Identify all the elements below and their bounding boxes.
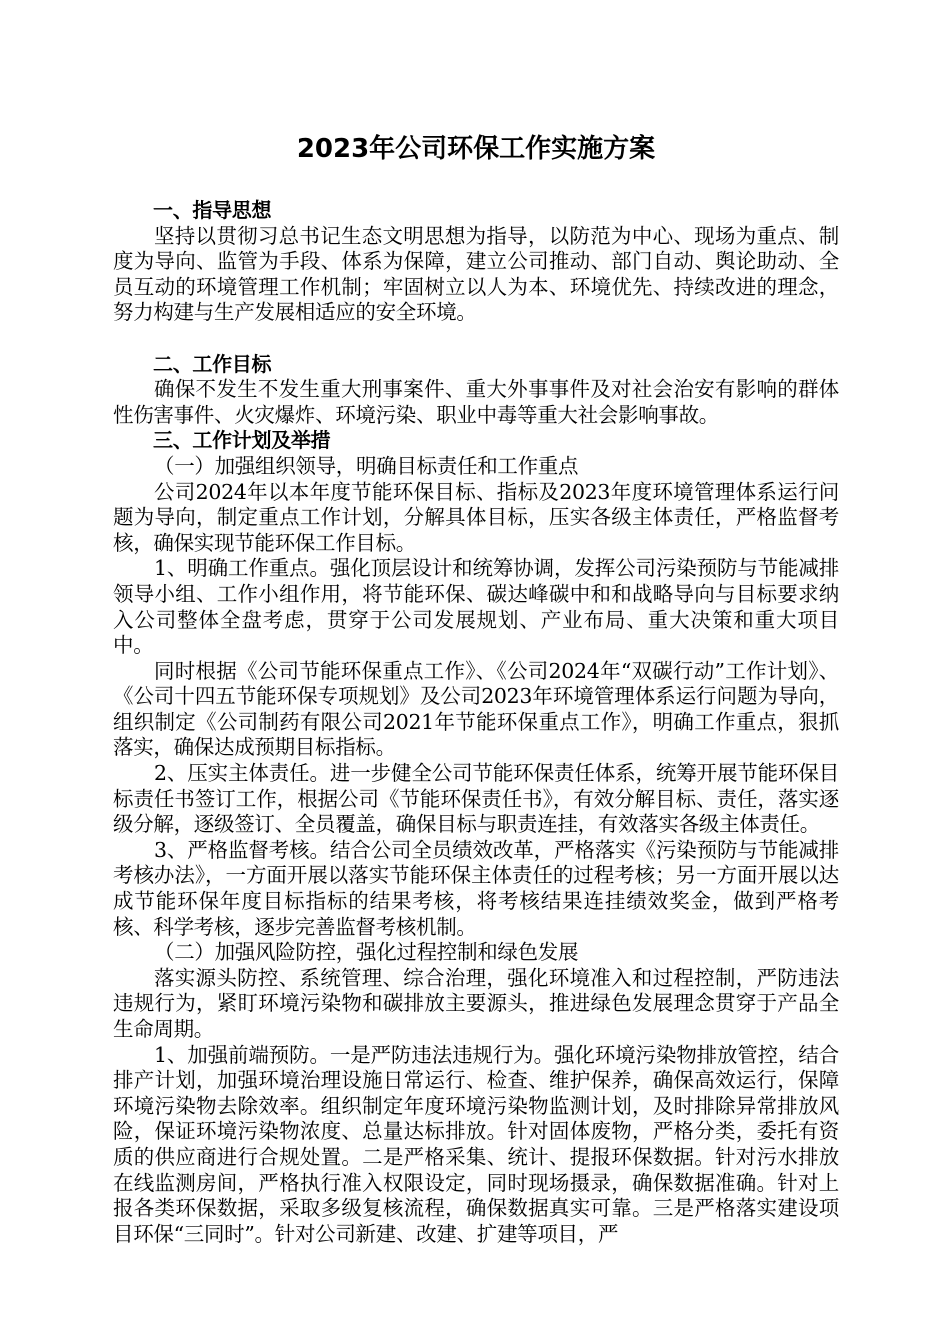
section-heading-work-goals: 二、工作目标: [153, 351, 272, 376]
paragraph: 1、明确工作重点。强化顶层设计和统筹协调，发挥公司污染预防与节能减排领导小组、工作小组作用，将节能环保、碳达峰碳中和和战略导向与目标要求纳入公司整体全盘考虑，贯穿于公司发展规划、产业布局、重大决策和重大项目中。: [113, 556, 839, 658]
paragraph: 3、严格监督考核。结合公司全员绩效改革，严格落实《污染预防与节能减排考核办法》，一方面开展以落实节能环保主体责任的过程考核；另一方面开展以达成节能环保年度目标指标的结果考核，将考核结果连挂绩效奖金，做到严格考核、科学考核，逐步完善监督考核机制。: [113, 837, 839, 939]
paragraph: 确保不发生不发生重大刑事案件、重大外事事件及对社会治安有影响的群体性伤害事件、火灾爆炸、环境污染、职业中毒等重大社会影响事故。: [113, 377, 839, 427]
paragraph: 同时根据《公司节能环保重点工作》、《公司2024年“双碳行动”工作计划》、《公司十四五节能环保专项规划》及公司2023年环境管理体系运行问题为导向，组织制定《公司制药有限公司2021年节能环保重点工作》，明确工作重点，狠抓落实，确保达成预期目标指标。: [113, 658, 839, 760]
subsection-heading-risk-control: （二）加强风险防控，强化过程控制和绿色发展: [154, 940, 579, 965]
paragraph: 坚持以贯彻习总书记生态文明思想为指导，以防范为中心、现场为重点、制度为导向、监管为手段、体系为保障，建立公司推动、部门自动、舆论助动、全员互动的环境管理工作机制；牢固树立以人为本、环境优先、持续改进的理念，努力构建与生产发展相适应的安全环境。: [113, 223, 839, 325]
document-body: [113, 198, 839, 1247]
paragraph: 1、加强前端预防。一是严防违法违规行为。强化环境污染物排放管控，结合排产计划，加强环境治理设施日常运行、检查、维护保养，确保高效运行，保障环境污染物去除效率。组织制定年度环境污染物监测计划，及时排除异常排放风险，保证环境污染物浓度、总量达标排放。针对固体废物，严格分类，委托有资质的供应商进行合规处置。二是严格采集、统计、提报环保数据。针对污水排放在线监测房间，严格执行准入权限设定，同时现场摄录，确保数据准确。针对上报各类环保数据，采取多级复核流程，确保数据真实可靠。三是严格落实建设项目环保“三同时”。针对公司新建、改建、扩建等项目，严: [113, 1042, 839, 1246]
subsection-heading-organization: （一）加强组织领导，明确目标责任和工作重点: [154, 453, 579, 478]
paragraph: 公司2024年以本年度节能环保目标、指标及2023年度环境管理体系运行问题为导向，制定重点工作计划，分解具体目标，压实各级主体责任，严格监督考核，确保实现节能环保工作目标。: [113, 479, 839, 555]
paragraph: 落实源头防控、系统管理、综合治理，强化环境准入和过程控制，严防违法违规行为，紧盯环境污染物和碳排放主要源头，推进绿色发展理念贯穿于产品全生命周期。: [113, 965, 839, 1041]
paragraph: 2、压实主体责任。进一步健全公司节能环保责任体系，统筹开展节能环保目标责任书签订工作，根据公司《节能环保责任书》，有效分解目标、责任，落实逐级分解，逐级签订、全员覆盖，确保目标与职责连挂，有效落实各级主体责任。: [113, 761, 839, 837]
document-title: 2023年公司环保工作实施方案: [296, 134, 656, 164]
section-heading-guiding-ideology: 一、指导思想: [153, 198, 272, 222]
blank-line: [113, 326, 839, 352]
section-heading-work-plan: 三、工作计划及举措: [153, 428, 331, 453]
